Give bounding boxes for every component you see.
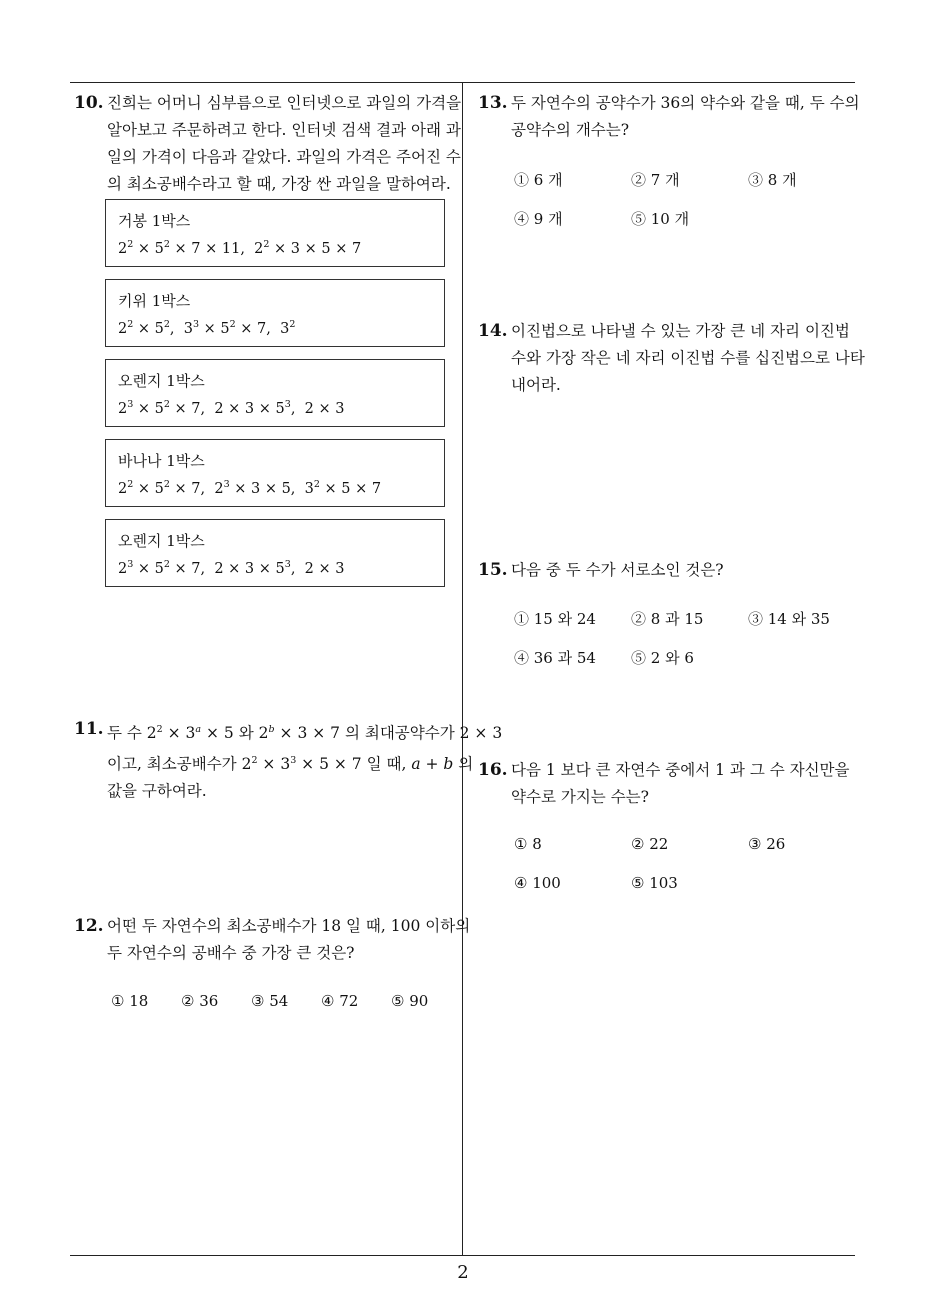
question-text: 이진법으로 나타낼 수 있는 가장 큰 네 자리 이진법 [511,322,850,340]
question-text: 두 자연수의 공배수 중 가장 큰 것은? [107,944,355,962]
fruit-box [105,359,445,427]
question-text: 내어라. [511,376,561,394]
question-text: 수와 가장 작은 네 자리 이진법 수를 십진법으로 나타 [511,349,865,367]
answer-option[interactable]: ② 36 [181,992,219,1010]
fruit-name: 오렌지 1박스 [118,532,205,550]
question-text: 공약수의 개수는? [511,121,630,139]
question-number: 12. [74,916,104,936]
fruit-name: 거봉 1박스 [118,212,191,230]
answer-option[interactable]: ⑤ 10 개 [631,210,690,228]
fruit-price-expression: $2^3 \times 5^2 \times 7$, $2 \times 3 \times 5^3$, 2 × 3 [118,559,345,577]
answer-option[interactable]: ④ 100 [514,874,561,892]
fruit-price-expression: $2^2 \times 5^2 \times 7$, $2^3 \times 3 \times 5$, $3^2 \times 5 \times 7$ [118,479,382,497]
fruit-price-expression: $2^2 \times 5^2$, $3^3 \times 5^2 \times 7$, $3^2$ [118,319,296,337]
answer-option[interactable]: ④ 9 개 [514,210,563,228]
question-text: 진희는 어머니 심부름으로 인터넷으로 과일의 가격을 [107,94,462,112]
question-text: 일의 가격이 다음과 같았다. 과일의 가격은 주어진 수 [107,148,461,166]
question-text: 약수로 가지는 수는? [511,788,649,806]
answer-option[interactable]: ② 8 과 15 [631,610,704,628]
answer-option[interactable]: ⑤ 90 [391,992,429,1010]
question-text: 이고, 최소공배수가 $2^2 \times 3^3 \times 5 \times 7$ 일 때, a + b 의 [107,755,474,773]
answer-option[interactable]: ② 7 개 [631,171,680,189]
bottom-rule [70,1255,855,1256]
question-number: 16. [478,760,508,780]
question-14 [478,318,865,399]
fruit-name: 오렌지 1박스 [118,372,205,390]
fruit-name: 키위 1박스 [118,292,191,310]
answer-option[interactable]: ② 22 [631,835,669,853]
fruit-box [105,279,445,347]
answer-option[interactable]: ⑤ 103 [631,874,678,892]
answer-option[interactable]: ⑤ 2 와 6 [631,649,694,667]
answer-option[interactable]: ④ 36 과 54 [514,649,596,667]
page-number: 2 [457,1262,469,1283]
question-text: 다음 1 보다 큰 자연수 중에서 1 과 그 수 자신만을 [511,761,850,779]
fruit-box [105,439,445,507]
question-number: 11. [74,719,104,739]
question-text: 두 수 $2^2 \times 3^a \times 5$ 와 $2^b \times 3 \times 7$ 의 최대공약수가 2 × 3 [107,724,503,742]
question-16 [478,757,850,811]
answer-option[interactable]: ④ 72 [321,992,359,1010]
answer-option[interactable]: ③ 26 [748,835,786,853]
column-divider [462,83,463,1256]
question-number: 15. [478,560,508,580]
fruit-box [105,199,445,267]
answer-option[interactable]: ① 15 와 24 [514,610,596,628]
answer-option[interactable]: ③ 8 개 [748,171,797,189]
answer-option[interactable]: ③ 54 [251,992,289,1010]
fruit-name: 바나나 1박스 [118,452,205,470]
question-text: 다음 중 두 수가 서로소인 것은? [511,561,724,579]
question-text: 어떤 두 자연수의 최소공배수가 18 일 때, 100 이하의 [107,917,471,935]
question-number: 10. [74,93,104,113]
answer-option[interactable]: ① 18 [111,992,149,1010]
answer-option[interactable]: ③ 14 와 35 [748,610,830,628]
question-number: 13. [478,93,508,113]
question-text: 알아보고 주문하려고 한다. 인터넷 검색 결과 아래 과 [107,121,461,139]
question-10 [74,90,461,198]
fruit-price-expression: $2^3 \times 5^2 \times 7$, $2 \times 3 \times 5^3$, 2 × 3 [118,399,345,417]
fruit-price-expression: $2^2 \times 5^2 \times 7 \times 11$, $2^2 \times 3 \times 5 \times 7$ [118,239,362,257]
answer-option[interactable]: ① 8 [514,835,542,853]
question-text: 값을 구하여라. [107,782,207,800]
question-15 [478,557,724,584]
question-12 [74,913,470,967]
question-text: 두 자연수의 공약수가 36의 약수와 같을 때, 두 수의 [511,94,860,112]
answer-option[interactable]: ① 6 개 [514,171,563,189]
question-11 [74,716,502,805]
question-number: 14. [478,321,508,341]
question-text: 의 최소공배수라고 할 때, 가장 싼 과일을 말하여라. [107,175,451,193]
fruit-box [105,519,445,587]
question-13 [478,90,860,144]
